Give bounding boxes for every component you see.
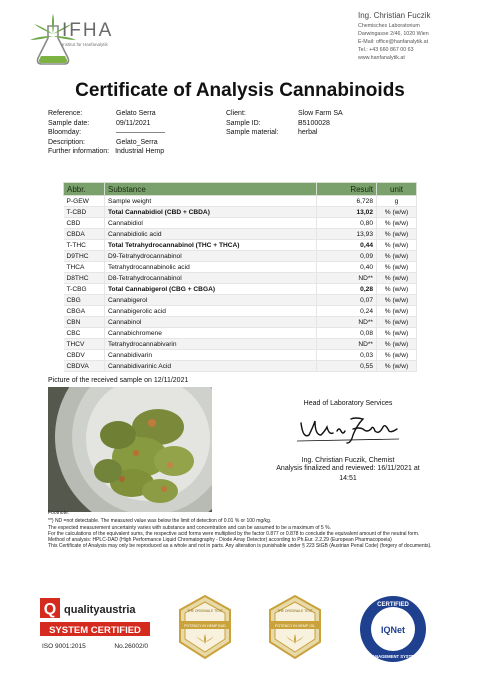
qa-number: No.26002/0 (114, 643, 148, 650)
meta-row (226, 119, 343, 129)
cell-result: 0,28 (317, 284, 377, 295)
cell-substance: Cannabigerol (105, 295, 317, 306)
cell-unit: % (w/w) (377, 251, 417, 262)
cell-abbr: CBDA (64, 229, 105, 240)
cell-unit: % (w/w) (377, 361, 417, 372)
lab-line: Chemisches Laboratorium (358, 23, 420, 29)
meta-value: Gelato_Serra (116, 138, 158, 146)
cell-unit: % (w/w) (377, 218, 417, 229)
cell-unit: % (w/w) (377, 306, 417, 317)
meta-key: Description: (48, 138, 85, 146)
cell-result: 0,80 (317, 218, 377, 229)
cell-result: 0,55 (317, 361, 377, 372)
cell-substance: Cannabidivarin (105, 350, 317, 361)
iqnet-bottom: MANAGEMENT SYSTEM (368, 654, 418, 659)
cell-result: 6,728 (317, 196, 377, 207)
table-row (64, 196, 417, 207)
meta-value: herbal (298, 129, 318, 136)
cell-abbr: T-THC (64, 240, 105, 251)
qa-brand: qualityaustria (64, 604, 136, 616)
cell-abbr: CBDVA (64, 361, 105, 372)
cell-unit: g (377, 196, 417, 207)
cell-unit: % (w/w) (377, 328, 417, 339)
table-row (64, 262, 417, 273)
svg-text:Q: Q (43, 601, 57, 618)
cell-unit: % (w/w) (377, 240, 417, 251)
logo-subtitle: Institut für Hanfanalytik (62, 42, 108, 47)
cell-abbr: D8THC (64, 273, 105, 284)
table-row (64, 229, 417, 240)
table-row (64, 207, 417, 218)
cell-substance: D9-Tetrahydrocannabinol (105, 251, 317, 262)
footnote-line: Method of analysis: HPLC-DAD (High Performance Liquid Chromatography - Diode Array Detector) according to Ph.Eur. 2.2.29 (European Pharmacopoeia) (48, 537, 392, 544)
document-title: Certificate of Analysis Cannabinoids (75, 80, 405, 101)
footnote (48, 510, 458, 550)
table-row (64, 240, 417, 251)
badge-top-text: THE ORIGINALE TEST (187, 609, 223, 613)
cell-result: ND** (317, 317, 377, 328)
meta-value: Industrial Hemp (115, 148, 165, 155)
meta-key: Sample date: (48, 119, 90, 127)
cell-unit: % (w/w) (377, 339, 417, 350)
iqnet-top: CERTIFIED (377, 602, 409, 608)
lab-website[interactable]: www.hanfanalytik.at (358, 55, 405, 61)
lab-phone: Tel.: +43 660 867 00 63 (358, 47, 414, 53)
cell-unit: % (w/w) (377, 284, 417, 295)
badge-top-text: THE ORIGINALE TEST (277, 609, 313, 613)
meta-key: Client: (226, 110, 246, 117)
cell-result: 0,07 (317, 295, 377, 306)
col-header-substance: Substance (105, 183, 317, 196)
cell-substance: Total Cannabidiol (CBD + CBDA) (105, 207, 317, 218)
picture-caption: Picture of the received sample on 12/11/2021 (48, 377, 189, 384)
cell-substance: Tetrahydrocannabinolic acid (105, 262, 317, 273)
sample-meta-left (48, 109, 165, 157)
lab-name: Ing. Christian Fuczik (358, 11, 431, 20)
lab-email[interactable]: E-Mail: office@hanfanalytik.at (358, 39, 429, 45)
sample-photo (48, 387, 212, 512)
footnote-line: For the calculations of the equivalent sums, the respective acid forms were multiplied by the factor 0.877 or 0.878 to conclude the equivalent amount of the neutral form. (48, 530, 420, 537)
results-table (63, 182, 417, 372)
cell-unit: % (w/w) (377, 262, 417, 273)
cell-unit: % (w/w) (377, 350, 417, 361)
col-header-unit: unit (377, 183, 417, 196)
meta-key: Reference: (48, 110, 83, 117)
meta-key: Sample ID: (226, 119, 261, 127)
iqnet-badge (358, 594, 428, 664)
meta-value: B5100028 (298, 119, 330, 127)
cell-result: 0,24 (317, 306, 377, 317)
cell-result: 0,09 (317, 251, 377, 262)
cell-abbr: CBD (64, 218, 105, 229)
footnote-line: This Certificate of Analysis may only be reproduced as a whole and not in parts. Any alteration is punishable under § 223 StGB (Austrian Penal Code) (forgery of documents). (48, 543, 432, 550)
table-row (64, 306, 417, 317)
cell-result: ND** (317, 273, 377, 284)
cell-substance: Cannabidiolic acid (105, 229, 317, 240)
table-row (64, 350, 417, 361)
table-row (64, 218, 417, 229)
table-row (64, 317, 417, 328)
cell-abbr: THCV (64, 339, 105, 350)
footnote-line: **) ND =not detectable. The measured value was below the limit of detection of 0.01 % or 100 mg/kg. (48, 518, 272, 525)
quality-austria-badge (40, 596, 152, 656)
qa-iso: ISO 9001:2015 (42, 643, 86, 650)
footnote-line: The expected measurement uncertainty varies with substance and concentration and can be assumed to be a maximum of 5 %. (48, 524, 331, 531)
table-header-row (64, 183, 417, 196)
table-row (64, 273, 417, 284)
cell-abbr: P-GEW (64, 196, 105, 207)
cell-abbr: T-CBG (64, 284, 105, 295)
cell-substance: Tetrahydrocannabivarin (105, 339, 317, 350)
cell-result: 0,40 (317, 262, 377, 273)
finalized-time: 14:51 (339, 475, 357, 482)
logo-wordmark: IFHA (62, 20, 114, 41)
cell-abbr: CBDV (64, 350, 105, 361)
handwritten-signature (293, 413, 403, 447)
meta-key: Sample material: (226, 129, 279, 136)
lab-line: Darwingasse 2/46, 1020 Wien (358, 31, 429, 37)
sample-meta-right (226, 109, 343, 138)
table-row (64, 284, 417, 295)
cell-unit: % (w/w) (377, 317, 417, 328)
cell-abbr: THCA (64, 262, 105, 273)
test-badge-bud (176, 594, 234, 660)
cell-substance: Cannabidiol (105, 218, 317, 229)
col-header-result: Result (317, 183, 377, 196)
signer-name: Ing. Christian Fuczik, Chemist (301, 457, 395, 464)
meta-value: ——————— (116, 129, 165, 136)
cell-abbr: CBN (64, 317, 105, 328)
cell-unit: % (w/w) (377, 229, 417, 240)
cell-result: 0,08 (317, 328, 377, 339)
cell-unit: % (w/w) (377, 295, 417, 306)
cell-result: ND** (317, 339, 377, 350)
qa-system: SYSTEM CERTIFIED (49, 625, 141, 636)
meta-row (48, 138, 165, 148)
cell-substance: Total Tetrahydrocannabinol (THC + THCA) (105, 240, 317, 251)
cell-abbr: T-CBD (64, 207, 105, 218)
cell-substance: Cannabichromene (105, 328, 317, 339)
meta-row (48, 128, 165, 138)
table-row (64, 251, 417, 262)
cell-abbr: CBG (64, 295, 105, 306)
finalized-text: Analysis finalized and reviewed: 16/11/2021 at (276, 465, 420, 472)
cell-abbr: CBGA (64, 306, 105, 317)
table-row (64, 339, 417, 350)
meta-row (48, 147, 165, 157)
meta-row (226, 109, 343, 119)
cell-result: 13,02 (317, 207, 377, 218)
test-badge-oil (266, 594, 324, 660)
table-row (64, 361, 417, 372)
cell-substance: Total Cannabigerol (CBG + CBGA) (105, 284, 317, 295)
meta-row (48, 109, 165, 119)
meta-value: Gelato Serra (116, 110, 156, 117)
cell-result: 0,44 (317, 240, 377, 251)
table-row (64, 295, 417, 306)
cell-substance: Cannabigerolic acid (105, 306, 317, 317)
iqnet-mid: IQNet (380, 625, 406, 635)
meta-value: Slow Farm SA (298, 110, 343, 117)
cell-substance: Sample weight (105, 196, 317, 207)
cell-substance: Cannabidivarinic Acid (105, 361, 317, 372)
signer-heading: Head of Laboratory Services (303, 400, 393, 407)
lab-address (358, 12, 478, 62)
signature-block (258, 400, 438, 484)
cell-substance: D8-Tetrahydrocannabinol (105, 273, 317, 284)
cell-unit: % (w/w) (377, 273, 417, 284)
badge-mid-text: POTENCY IN HEMP OIL (274, 624, 316, 628)
cell-abbr: D9THC (64, 251, 105, 262)
footnote-label: Footnote: (48, 510, 70, 516)
table-row (64, 328, 417, 339)
meta-value: 09/11/2021 (116, 119, 151, 127)
cell-abbr: CBC (64, 328, 105, 339)
meta-row (226, 128, 343, 138)
meta-key: Bloomday: (48, 129, 82, 136)
meta-row (48, 119, 165, 129)
badge-mid-text: POTENCY IN HEMP BUD (184, 624, 226, 628)
cell-result: 0,03 (317, 350, 377, 361)
cell-substance: Cannabinol (105, 317, 317, 328)
cell-result: 13,93 (317, 229, 377, 240)
meta-key: Further information: (48, 148, 110, 155)
col-header-abbr: Abbr. (64, 183, 105, 196)
cell-unit: % (w/w) (377, 207, 417, 218)
